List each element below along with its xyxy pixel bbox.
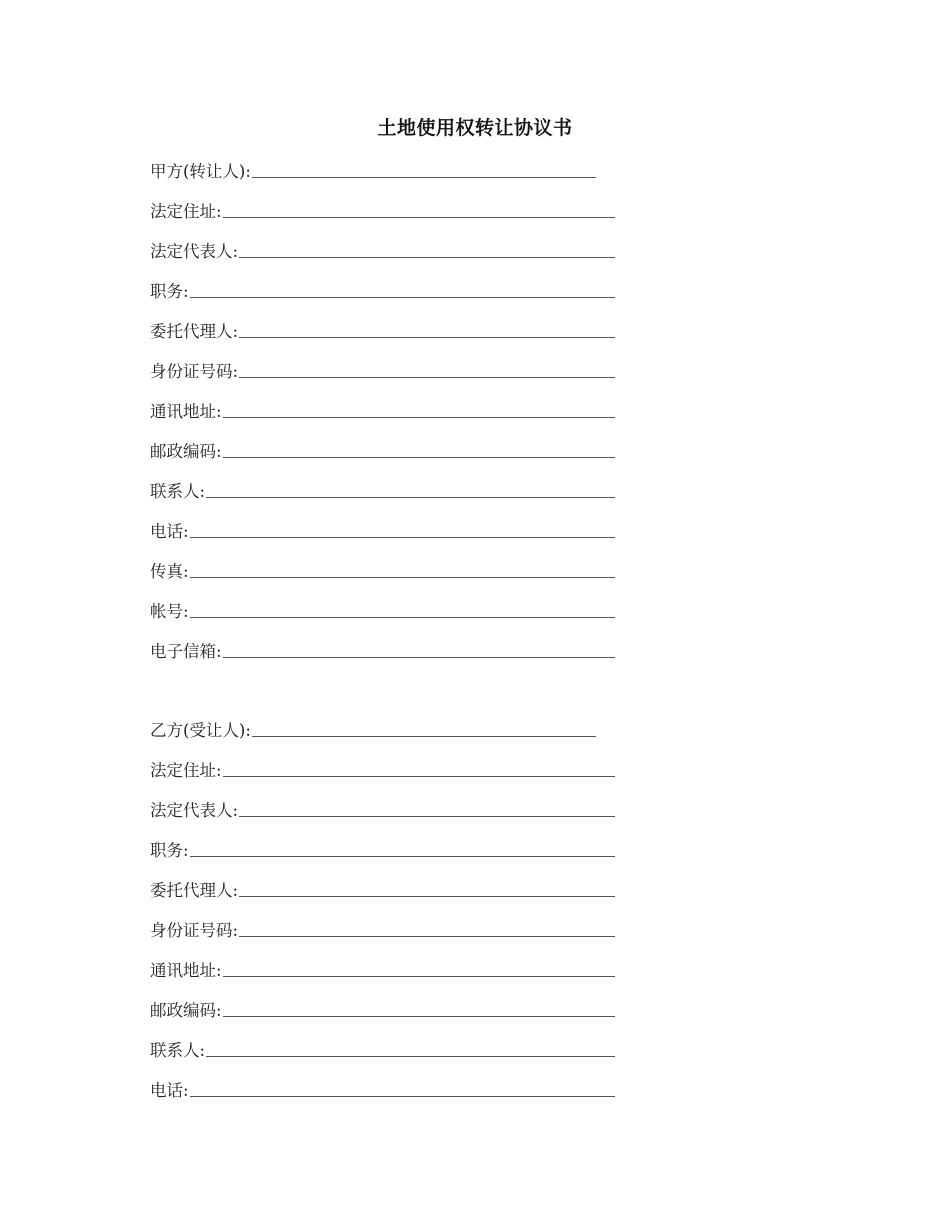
party-a-field-row [150,518,615,542]
field-blank[interactable] [239,256,615,258]
field-label: 电话: [150,1081,189,1100]
party-b-field-row [150,797,615,821]
field-blank[interactable] [223,656,615,658]
field-blank[interactable] [190,1095,615,1097]
party-a-field-row [150,318,615,342]
party-a-field-row [150,598,615,622]
field-blank[interactable] [190,296,615,298]
field-blank[interactable] [190,616,615,618]
field-blank[interactable] [239,376,615,378]
field-label: 身份证号码: [150,362,239,381]
party-a-heading: 甲方(转让人): [150,162,251,181]
field-blank[interactable] [223,216,615,218]
field-label: 传真: [150,562,189,581]
field-blank[interactable] [206,1055,615,1057]
field-blank[interactable] [223,1015,615,1017]
party-a-field-row [150,638,615,662]
field-blank[interactable] [223,416,615,418]
party-b-heading: 乙方(受让人): [150,721,251,740]
field-label: 帐号: [150,602,189,621]
party-a-field-row [150,198,615,222]
field-label: 邮政编码: [150,442,222,461]
field-label: 电话: [150,522,189,541]
party-b-field-row [150,957,615,981]
field-blank[interactable] [239,336,615,338]
field-blank[interactable] [206,496,615,498]
field-blank[interactable] [239,815,615,817]
party-b-field-row [150,917,615,941]
field-blank[interactable] [239,935,615,937]
party-a-field-row [150,278,615,302]
party-b-field-row [150,877,615,901]
field-blank[interactable] [223,975,615,977]
field-label: 委托代理人: [150,881,239,900]
field-label: 职务: [150,282,189,301]
party-b-name-blank[interactable] [252,735,596,737]
field-label: 电子信箱: [150,642,222,661]
field-label: 邮政编码: [150,1001,222,1020]
field-blank[interactable] [190,855,615,857]
party-a-field-row [150,478,615,502]
field-label: 身份证号码: [150,921,239,940]
party-a-field-row [150,238,615,262]
field-label: 委托代理人: [150,322,239,341]
field-label: 通讯地址: [150,961,222,980]
field-label: 职务: [150,841,189,860]
party-b-field-row [150,1037,615,1061]
party-a-field-row [150,558,615,582]
document-title: 土地使用权转让协议书 [377,117,573,139]
field-label: 通讯地址: [150,402,222,421]
party-b-field-row [150,837,615,861]
field-blank[interactable] [223,456,615,458]
field-blank[interactable] [190,536,615,538]
field-label: 法定代表人: [150,801,239,820]
party-b-heading-row [150,717,596,741]
party-a-field-row [150,438,615,462]
party-a-field-row [150,398,615,422]
party-a-name-blank[interactable] [252,176,596,178]
party-b-field-row [150,1077,615,1101]
field-label: 法定代表人: [150,242,239,261]
field-label: 法定住址: [150,761,222,780]
party-a-field-row [150,358,615,382]
party-b-field-row [150,757,615,781]
party-a-heading-row [150,158,596,182]
field-blank[interactable] [223,775,615,777]
party-b-field-row [150,997,615,1021]
field-label: 法定住址: [150,202,222,221]
field-blank[interactable] [239,895,615,897]
field-label: 联系人: [150,482,206,501]
field-label: 联系人: [150,1041,206,1060]
field-blank[interactable] [190,576,615,578]
